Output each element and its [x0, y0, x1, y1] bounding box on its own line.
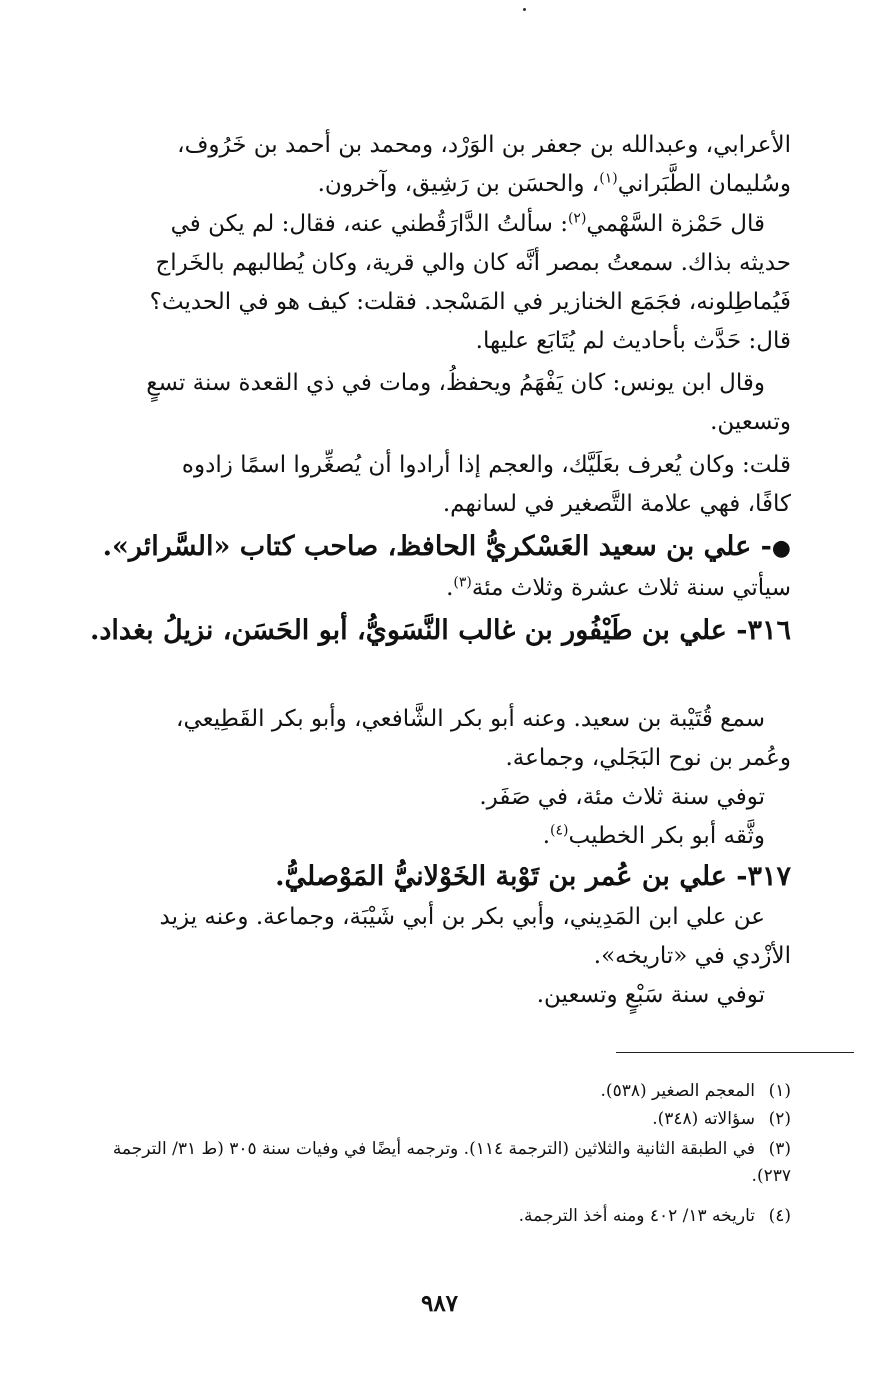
text-line: قلت: وكان يُعرف بعَلَيَّك، والعجم إذا أرادوا أن يُصغِّروا اسمًا زادوه [181, 452, 791, 478]
entry-heading: ٣١٦- علي بن طَيْفُور بن غالب النَّسَويُّ، أبو الحَسَن، نزيلُ بغداد. [89, 615, 791, 646]
entry-317 [87, 856, 791, 1015]
qult-paragraph [87, 446, 791, 524]
footnote-1 [87, 1078, 791, 1105]
footnote-number: (١) [768, 1081, 791, 1101]
footnote-text: المعجم الصغير (٥٣٨). [600, 1081, 755, 1101]
entry-heading-text: - علي بن سعيد العَسْكريُّ الحافظ، صاحب كتاب «السَّرائر». [102, 531, 772, 562]
text-line: كافًا، فهي علامة التَّصغير في لسانهم. [442, 491, 791, 517]
speck-mark [523, 8, 526, 11]
text-line: قال: حَدَّث بأحاديث لم يُتَابَع عليها. [475, 328, 791, 354]
text-line: عن علي ابن المَدِيني، وأبي بكر بن أبي شَيْبَة، وجماعة. وعنه يزيد [159, 904, 765, 930]
footnote-text: تاريخه ١٣/ ٤٠٢ ومنه أخذ الترجمة. [518, 1206, 755, 1226]
text-line: وعُمر بن نوح البَجَلي، وجماعة. [505, 745, 791, 771]
text-line: فَيُماطِلونه، فجَمَع الخنازير في المَسْجد. فقلت: كيف هو في الحديث؟ [149, 289, 791, 315]
footnote-ref-1: (١) [599, 170, 618, 187]
text-line: وقال ابن يونس: كان يَفْهَمُ ويحفظُ، ومات في ذي القعدة سنة تسعٍ [146, 370, 765, 396]
text-line: حديثه بذاك. سمعتُ بمصر أنَّه كان والي قرية، وكان يُطالبهم بالخَراج [155, 250, 791, 276]
text-run: : سألتُ الدَّارَقُطني عنه، فقال: لم يكن في [170, 211, 568, 237]
text-line: سمع قُتَيْبة بن سعيد. وعنه أبو بكر الشَّافعي، وأبو بكر القَطِيعي، [176, 706, 765, 732]
entry-heading: ٣١٧- علي بن عُمر بن تَوْبة الخَوْلانيُّ المَوْصليُّ. [275, 861, 791, 892]
text-line: وثَّقه أبو بكر الخطيب$^{(٤)}$. [542, 822, 765, 849]
askari-entry [87, 526, 791, 608]
footnote-number: (٢) [768, 1109, 791, 1129]
footnote-number: (٤) [768, 1206, 791, 1226]
text-line: توفي سنة سَبْعٍ وتسعين. [536, 982, 765, 1008]
footnote-3 [87, 1136, 791, 1190]
footnote-text: في الطبقة الثانية والثلاثين (الترجمة ١١٤). وترجمه أيضًا في وفيات سنة ٣٠٥ (ط ٣١/ الترجمة ٢٣٧). [112, 1139, 791, 1186]
text-line: الأعرابي، وعبدالله بن جعفر بن الوَرْد، ومحمد بن أحمد بن خَرُوف، [177, 132, 791, 158]
text-run: ، والحسَن بن رَشِيق، وآخرون. [317, 171, 600, 197]
text-run: وسُليمان الطَّبَراني [617, 171, 791, 197]
sahmi-paragraph [87, 205, 791, 361]
footnote-number: (٣) [768, 1139, 791, 1159]
bullet-icon: ● [771, 535, 791, 561]
text-run: قال حَمْزة السَّهْمي [586, 211, 765, 237]
text-line [87, 165, 791, 204]
text-line: توفي سنة ثلاث مئة، في صَفَر. [479, 784, 765, 810]
footnote-ref-4: (٤) [550, 822, 569, 839]
footnote-ref-3: (٣) [453, 574, 472, 591]
text-run: وثَّقه أبو بكر الخطيب [568, 823, 765, 849]
footnote-separator [616, 1052, 854, 1053]
entry-heading [87, 526, 791, 569]
entry-316 [87, 610, 791, 652]
text-line: وتسعين. [710, 409, 791, 435]
page-number: ٩٨٧ [420, 1290, 459, 1317]
prev-entry-continuation [87, 126, 791, 204]
footnote-ref-2: (٢) [567, 210, 587, 227]
footnote-2 [87, 1106, 791, 1133]
text-line [87, 205, 791, 244]
footnote-4 [87, 1203, 791, 1230]
footnote-text: سؤالاته (٣٤٨). [652, 1109, 755, 1129]
text-line: سيأتي سنة ثلاث عشرة وثلاث مئة$^{(٣)}$. [446, 574, 791, 601]
entry-316-body [87, 700, 791, 856]
text-line: الأزْدي في «تاريخه». [593, 943, 791, 969]
ibn-yunus-paragraph [87, 364, 791, 442]
text-run: سيأتي سنة ثلاث عشرة وثلاث مئة [471, 575, 791, 601]
